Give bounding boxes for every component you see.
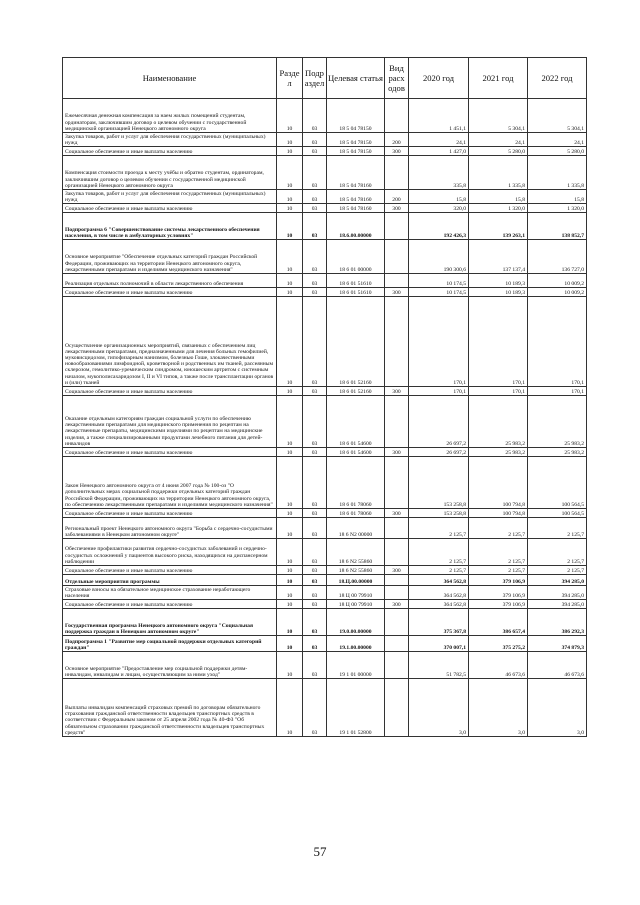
cell-target-article: 18 5 04 78150 [327, 147, 385, 156]
cell-podrazdel: 03 [303, 213, 327, 240]
cell-2022: 170,1 [528, 387, 587, 396]
cell-target-article: 18 5 04 78150 [327, 133, 385, 147]
cell-2020: 190 300,6 [409, 240, 469, 274]
cell-razdel: 10 [277, 190, 303, 204]
table-row [63, 518, 587, 539]
cell-expense-type: 300 [385, 566, 409, 575]
table-row [63, 509, 587, 518]
cell-podrazdel: 03 [303, 457, 327, 509]
cell-target-article: 18 6 01 52160 [327, 297, 385, 387]
cell-2022: 136 727,0 [528, 240, 587, 274]
cell-2022: 2 125,7 [528, 539, 587, 566]
cell-2021: 10 189,3 [469, 288, 528, 297]
cell-2022: 394 285,0 [528, 575, 587, 586]
cell-2021: 10 189,3 [469, 274, 528, 288]
cell-razdel: 10 [277, 156, 303, 190]
cell-razdel: 10 [277, 240, 303, 274]
cell-name: Государственная программа Ненецкого автономного округа "Социальная поддержка граждан в Ненецком автономном округе" [63, 609, 277, 636]
cell-target-article: 18 5 04 78160 [327, 156, 385, 190]
cell-2022: 100 564,5 [528, 457, 587, 509]
table-row [63, 636, 587, 652]
cell-2020: 170,1 [409, 387, 469, 396]
cell-target-article: 18 6 01 51610 [327, 288, 385, 297]
cell-expense-type: 300 [385, 387, 409, 396]
cell-name: Ежемесячная денежная компенсация за наем жилых помещений студентам, ординаторам, заключившим договор о целевом обучении с государственной медицинской организацией Ненецкого автономного округа [63, 99, 277, 133]
cell-razdel: 10 [277, 274, 303, 288]
table-row [63, 457, 587, 509]
cell-2022: 46 673,6 [528, 652, 587, 679]
budget-table [62, 57, 587, 737]
cell-2020: 15,8 [409, 190, 469, 204]
cell-target-article: 18 Ц 00 79910 [327, 586, 385, 600]
cell-name: Подпрограмма 1 "Развитие мер социальной поддержки отдельных категорий граждан" [63, 636, 277, 652]
table-row [63, 387, 587, 396]
cell-2020: 320,0 [409, 204, 469, 213]
cell-expense-type [385, 652, 409, 679]
cell-name: Закон Ненецкого автономного округа от 4 июня 2007 года № 100-оз "О дополнительных мерах социальной поддержки отдельных категорий граждан Российской Федерации, проживающих на территории Ненецкого автономного округа, по обеспечению лекарственными препаратами и изделиями медицинского назначения" [63, 457, 277, 509]
cell-target-article: 18 6 01 00000 [327, 240, 385, 274]
table-row [63, 539, 587, 566]
cell-2022: 394 285,0 [528, 586, 587, 600]
cell-2021: 2 125,7 [469, 518, 528, 539]
cell-2020: 370 007,1 [409, 636, 469, 652]
table-body [63, 99, 587, 737]
table-row [63, 396, 587, 448]
cell-2020: 26 697,2 [409, 448, 469, 457]
cell-razdel: 10 [277, 518, 303, 539]
cell-name: Оказание отдельным категориям граждан социальной услуги по обеспечению лекарственными препаратами для медицинского применения по рецептам на лекарственные препараты, медицинскими изделиями по рецептам на медицинские изделия, а также специализированными продуктами лечебного питания для детей-инвалидов [63, 396, 277, 448]
cell-podrazdel: 03 [303, 297, 327, 387]
cell-name: Отдельные мероприятия программы [63, 575, 277, 586]
cell-podrazdel: 03 [303, 190, 327, 204]
cell-target-article: 18 6 N2 00000 [327, 518, 385, 539]
cell-name: Социальное обеспечение и иные выплаты населению [63, 288, 277, 297]
cell-2020: 26 697,2 [409, 396, 469, 448]
table-header-row [63, 58, 587, 99]
cell-2021: 379 106,9 [469, 575, 528, 586]
header-target-article: Целевая статья [327, 58, 385, 99]
cell-2022: 374 879,3 [528, 636, 587, 652]
cell-2020: 364 562,8 [409, 575, 469, 586]
cell-target-article: 18 5 04 78150 [327, 99, 385, 133]
cell-razdel: 10 [277, 133, 303, 147]
header-podrazdel: Подр аздел [303, 58, 327, 99]
cell-name: Социальное обеспечение и иные выплаты населению [63, 509, 277, 518]
cell-expense-type [385, 539, 409, 566]
cell-2020: 2 125,7 [409, 518, 469, 539]
cell-razdel: 10 [277, 609, 303, 636]
cell-2022: 2 125,7 [528, 566, 587, 575]
cell-2021: 25 983,2 [469, 396, 528, 448]
cell-podrazdel: 03 [303, 509, 327, 518]
cell-expense-type [385, 240, 409, 274]
cell-2022: 5 280,0 [528, 147, 587, 156]
table-row [63, 288, 587, 297]
cell-podrazdel: 03 [303, 387, 327, 396]
cell-2021: 139 263,1 [469, 213, 528, 240]
table-row [63, 156, 587, 190]
cell-expense-type [385, 586, 409, 600]
page-number: 57 [313, 844, 327, 859]
cell-razdel: 10 [277, 636, 303, 652]
cell-razdel: 10 [277, 396, 303, 448]
header-razdel: Разде л [277, 58, 303, 99]
cell-2021: 379 106,9 [469, 586, 528, 600]
cell-name: Страховые взносы на обязательное медицинское страхование неработающего населения [63, 586, 277, 600]
cell-2021: 5 280,0 [469, 147, 528, 156]
cell-2020: 1 427,0 [409, 147, 469, 156]
cell-2022: 10 009,2 [528, 288, 587, 297]
cell-name: Социальное обеспечение и иные выплаты населению [63, 448, 277, 457]
table-row [63, 609, 587, 636]
cell-name: Социальное обеспечение и иные выплаты населению [63, 387, 277, 396]
cell-2020: 51 782,5 [409, 652, 469, 679]
cell-2020: 364 562,8 [409, 586, 469, 600]
cell-2022: 24,1 [528, 133, 587, 147]
cell-name: Выплаты инвалидам компенсаций страховых премий по договорам обязательного страхования гражданской ответственности владельцев транспортных средств в соответствии с Федеральным законом от 25 апреля 2002 года № 40-ФЗ "Об обязательном страховании гражданской ответственности владельцев транспортных средств" [63, 679, 277, 737]
cell-2021: 1 320,0 [469, 204, 528, 213]
cell-2020: 2 125,7 [409, 539, 469, 566]
cell-2022: 10 009,2 [528, 274, 587, 288]
cell-2021: 100 794,8 [469, 509, 528, 518]
table-row [63, 297, 587, 387]
cell-2021: 24,1 [469, 133, 528, 147]
cell-target-article: 19.1.00.00000 [327, 636, 385, 652]
cell-2021: 375 275,2 [469, 636, 528, 652]
cell-podrazdel: 03 [303, 147, 327, 156]
cell-podrazdel: 03 [303, 156, 327, 190]
cell-expense-type [385, 213, 409, 240]
cell-2021: 2 125,7 [469, 539, 528, 566]
cell-expense-type [385, 396, 409, 448]
cell-2020: 24,1 [409, 133, 469, 147]
cell-name: Основное мероприятие "Предоставление мер социальной поддержки детям-инвалидам, инвалидам и лицам, осуществляющим за ними уход" [63, 652, 277, 679]
header-year-2022: 2022 год [528, 58, 587, 99]
cell-2020: 10 174,5 [409, 288, 469, 297]
cell-expense-type [385, 609, 409, 636]
cell-name: Закупка товаров, работ и услуг для обеспечения государственных (муниципальных) нужд [63, 190, 277, 204]
cell-2022: 394 285,0 [528, 600, 587, 609]
table-row [63, 448, 587, 457]
cell-expense-type [385, 156, 409, 190]
cell-expense-type: 200 [385, 133, 409, 147]
cell-target-article: 18 6 01 54600 [327, 448, 385, 457]
header-year-2021: 2021 год [469, 58, 528, 99]
cell-razdel: 10 [277, 204, 303, 213]
cell-target-article: 18 6 01 51610 [327, 274, 385, 288]
cell-expense-type: 200 [385, 190, 409, 204]
cell-name: Основное мероприятие "Обеспечение отдельных категорий граждан Российской Федерации, проживающих на территории Ненецкого автономного округа, лекарственными препаратами и изделиями медицинского назначения" [63, 240, 277, 274]
cell-razdel: 10 [277, 566, 303, 575]
cell-expense-type: 300 [385, 204, 409, 213]
cell-podrazdel: 03 [303, 99, 327, 133]
cell-target-article: 18 6 01 78060 [327, 509, 385, 518]
cell-2020: 1 451,1 [409, 99, 469, 133]
cell-razdel: 10 [277, 297, 303, 387]
table-row [63, 679, 587, 737]
table-row [63, 652, 587, 679]
cell-target-article: 18 6 N2 55860 [327, 566, 385, 575]
cell-2022: 100 564,5 [528, 509, 587, 518]
cell-expense-type [385, 99, 409, 133]
cell-2020: 2 125,7 [409, 566, 469, 575]
cell-target-article: 19 1 01 52800 [327, 679, 385, 737]
cell-razdel: 10 [277, 288, 303, 297]
cell-target-article: 18 6 01 52160 [327, 387, 385, 396]
cell-razdel: 10 [277, 99, 303, 133]
table-row [63, 575, 587, 586]
cell-2021: 379 106,9 [469, 600, 528, 609]
cell-expense-type [385, 679, 409, 737]
cell-2022: 138 852,7 [528, 213, 587, 240]
cell-podrazdel: 03 [303, 652, 327, 679]
cell-podrazdel: 03 [303, 240, 327, 274]
cell-razdel: 10 [277, 213, 303, 240]
cell-2021: 46 673,6 [469, 652, 528, 679]
cell-2021: 100 794,8 [469, 457, 528, 509]
cell-2021: 5 304,1 [469, 99, 528, 133]
cell-2022: 15,8 [528, 190, 587, 204]
cell-podrazdel: 03 [303, 636, 327, 652]
cell-2020: 10 174,5 [409, 274, 469, 288]
cell-podrazdel: 03 [303, 288, 327, 297]
table-row [63, 566, 587, 575]
cell-2020: 3,0 [409, 679, 469, 737]
cell-2020: 192 426,3 [409, 213, 469, 240]
cell-2021: 386 657,4 [469, 609, 528, 636]
table-row [63, 600, 587, 609]
cell-razdel: 10 [277, 457, 303, 509]
cell-podrazdel: 03 [303, 679, 327, 737]
cell-expense-type: 300 [385, 600, 409, 609]
cell-razdel: 10 [277, 586, 303, 600]
cell-2022: 25 983,2 [528, 448, 587, 457]
cell-name: Реализация отдельных полномочий в области лекарственного обеспечения [63, 274, 277, 288]
cell-name: Социальное обеспечение и иные выплаты населению [63, 204, 277, 213]
cell-2021: 137 137,4 [469, 240, 528, 274]
cell-target-article: 18 5 04 78160 [327, 204, 385, 213]
table-row [63, 204, 587, 213]
cell-2020: 335,8 [409, 156, 469, 190]
cell-2021: 170,1 [469, 297, 528, 387]
cell-expense-type [385, 575, 409, 586]
table-row [63, 586, 587, 600]
cell-target-article: 18 6 01 54600 [327, 396, 385, 448]
cell-target-article: 19 1 01 00000 [327, 652, 385, 679]
cell-target-article: 18 5 04 78160 [327, 190, 385, 204]
table-row [63, 190, 587, 204]
cell-name: Компенсация стоимости проезда к месту учёбы и обратно студентам, ординаторам, заключившим договор о целевом обучении с государственной медицинской организацией Ненецкого автономного округа [63, 156, 277, 190]
table-row [63, 274, 587, 288]
table-row [63, 213, 587, 240]
cell-target-article: 18.6.00.00000 [327, 213, 385, 240]
cell-2021: 15,8 [469, 190, 528, 204]
cell-2022: 5 304,1 [528, 99, 587, 133]
cell-expense-type: 300 [385, 288, 409, 297]
cell-2022: 1 320,0 [528, 204, 587, 213]
cell-name: Социальное обеспечение и иные выплаты населению [63, 566, 277, 575]
cell-2021: 1 335,8 [469, 156, 528, 190]
cell-razdel: 10 [277, 448, 303, 457]
cell-podrazdel: 03 [303, 575, 327, 586]
cell-2022: 1 335,8 [528, 156, 587, 190]
cell-razdel: 10 [277, 600, 303, 609]
cell-podrazdel: 03 [303, 566, 327, 575]
cell-name: Региональный проект Ненецкого автономного округа "Борьба с сердечно-сосудистыми заболеваниями в Ненецком автономном округе" [63, 518, 277, 539]
cell-expense-type: 300 [385, 147, 409, 156]
cell-name: Социальное обеспечение и иные выплаты населению [63, 147, 277, 156]
cell-2020: 375 367,8 [409, 609, 469, 636]
cell-expense-type [385, 297, 409, 387]
cell-razdel: 10 [277, 679, 303, 737]
cell-2021: 3,0 [469, 679, 528, 737]
cell-podrazdel: 03 [303, 586, 327, 600]
cell-expense-type [385, 636, 409, 652]
table-row [63, 240, 587, 274]
cell-2022: 3,0 [528, 679, 587, 737]
header-expense-type: Вид расх одов [385, 58, 409, 99]
header-year-2020: 2020 год [409, 58, 469, 99]
cell-razdel: 10 [277, 387, 303, 396]
cell-target-article: 18.Ц.00.00000 [327, 575, 385, 586]
cell-2022: 386 292,3 [528, 609, 587, 636]
cell-razdel: 10 [277, 652, 303, 679]
cell-target-article: 18 Ц 00 79910 [327, 600, 385, 609]
cell-podrazdel: 03 [303, 396, 327, 448]
cell-2020: 153 258,8 [409, 509, 469, 518]
cell-2021: 2 125,7 [469, 566, 528, 575]
cell-podrazdel: 03 [303, 204, 327, 213]
cell-podrazdel: 03 [303, 539, 327, 566]
cell-podrazdel: 03 [303, 600, 327, 609]
cell-expense-type [385, 518, 409, 539]
cell-2022: 25 983,2 [528, 396, 587, 448]
cell-2022: 170,1 [528, 297, 587, 387]
cell-name: Осуществление организационных мероприятий, связанных с обеспечением лиц лекарственными препаратами, предназначенными для лечения больных гемофилией, муковисцидозом, гипофизарным нанизмом, болезнью Гоше, злокачественными новообразованиями лимфоидной, кроветворной и родственных им тканей, рассеянным склерозом, гемолитико-уремическим синдромом, юношеским артритом с системным началом, мукополисахаридозом I, II и VI типов, а также после трансплантации органов и (или) тканей [63, 297, 277, 387]
cell-razdel: 10 [277, 509, 303, 518]
cell-2022: 2 125,7 [528, 518, 587, 539]
cell-expense-type: 300 [385, 448, 409, 457]
cell-target-article: 19.0.00.00000 [327, 609, 385, 636]
cell-podrazdel: 03 [303, 133, 327, 147]
cell-expense-type: 300 [385, 509, 409, 518]
cell-2021: 170,1 [469, 387, 528, 396]
table-row [63, 99, 587, 133]
cell-2020: 170,1 [409, 297, 469, 387]
cell-razdel: 10 [277, 539, 303, 566]
table-row [63, 147, 587, 156]
cell-name: Социальное обеспечение и иные выплаты населению [63, 600, 277, 609]
cell-podrazdel: 03 [303, 274, 327, 288]
header-name: Наименование [63, 58, 277, 99]
cell-podrazdel: 03 [303, 518, 327, 539]
cell-razdel: 10 [277, 147, 303, 156]
cell-expense-type [385, 457, 409, 509]
cell-2020: 153 258,8 [409, 457, 469, 509]
table-row [63, 133, 587, 147]
cell-name: Обеспечение профилактики развития сердечно-сосудистых заболеваний и сердечно-сосудистых осложнений у пациентов высокого риска, находящихся на диспансерном наблюдении [63, 539, 277, 566]
cell-2021: 25 983,2 [469, 448, 528, 457]
cell-target-article: 18 6 01 78060 [327, 457, 385, 509]
cell-podrazdel: 03 [303, 609, 327, 636]
cell-name: Подпрограмма 6 "Совершенствование системы лекарственного обеспечения населения, в том числе в амбулаторных условиях" [63, 213, 277, 240]
cell-razdel: 10 [277, 575, 303, 586]
cell-name: Закупка товаров, работ и услуг для обеспечения государственных (муниципальных) нужд [63, 133, 277, 147]
cell-podrazdel: 03 [303, 448, 327, 457]
cell-2020: 364 562,8 [409, 600, 469, 609]
cell-expense-type [385, 274, 409, 288]
cell-target-article: 18 6 N2 55860 [327, 539, 385, 566]
